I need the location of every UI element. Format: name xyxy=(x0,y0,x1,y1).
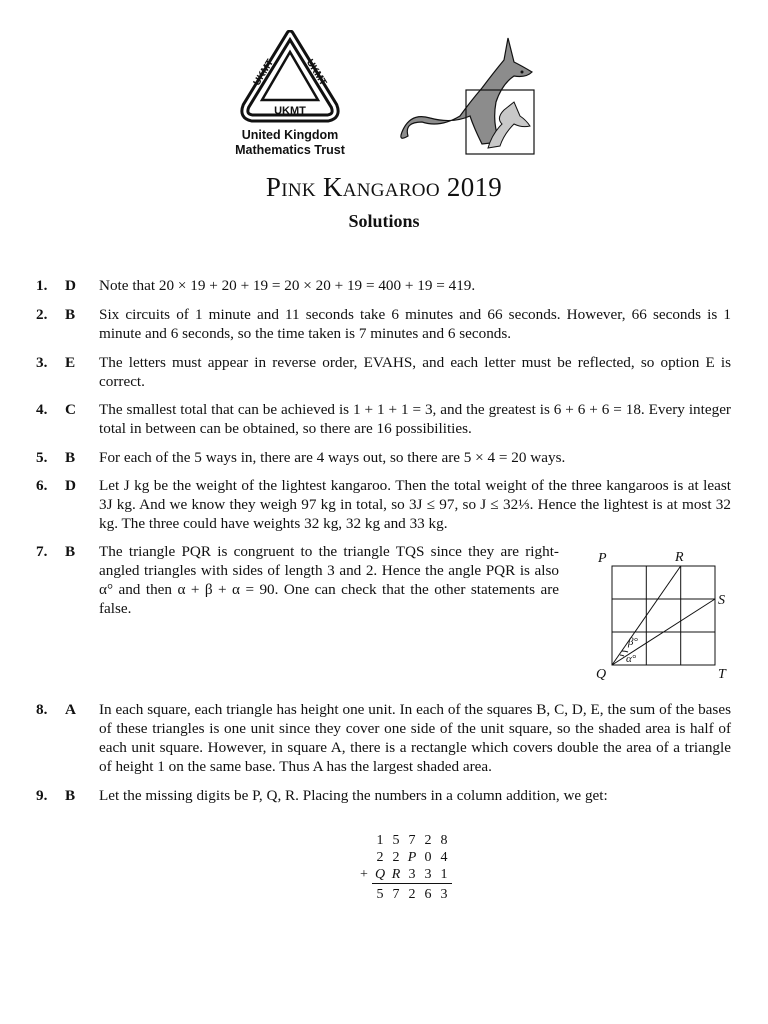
cell: 6 xyxy=(424,887,432,902)
ukmt-logo xyxy=(236,30,344,126)
cell: 7 xyxy=(392,887,400,902)
addition-row-3 xyxy=(356,866,452,884)
question-number: 7. xyxy=(36,543,48,560)
answer-letter: B xyxy=(65,787,76,804)
label-q: Q xyxy=(596,667,607,680)
question-number: 8. xyxy=(36,701,48,718)
cell: 1 xyxy=(376,833,384,848)
cell: 2 xyxy=(408,887,416,902)
label-s: S xyxy=(718,593,725,608)
answer-letter: D xyxy=(65,477,76,494)
solution-text: Note that 20 × 19 + 20 + 19 = 20 × 20 + 19 = 400 + 19 = 419. xyxy=(99,277,476,294)
cell: 2 xyxy=(392,850,400,865)
solution-text: The letters must appear in reverse order, EVAHS, and each letter must be reflected, so option E is correct. xyxy=(99,354,731,390)
answer-letter: B xyxy=(65,449,76,466)
question-number: 4. xyxy=(36,401,48,418)
question-number: 3. xyxy=(36,354,48,371)
cell: Q xyxy=(372,866,388,884)
organisation-name xyxy=(200,128,380,158)
answer-letter: C xyxy=(65,401,76,418)
cell: 2 xyxy=(424,833,432,848)
addition-row-2 xyxy=(356,849,452,866)
question-number: 9. xyxy=(36,787,48,804)
cell xyxy=(356,849,372,866)
cell: 3 xyxy=(440,887,448,902)
cell: 0 xyxy=(424,850,432,865)
triangle-grid-figure xyxy=(590,548,740,680)
cell: R xyxy=(388,866,404,884)
solution-text: Let J kg be the weight of the lightest kangaroo. Then the total weight of the three kangaroos is at least 3J kg. And we know they weigh 97 kg in total, so 3J ≤ 97, so J ≤ 32⅓. Hence the lightest is at most 32 kg. The three could have weights 32 kg, 32 kg and 33 kg. xyxy=(99,477,731,532)
addition-row-1 xyxy=(356,832,452,849)
solution-text: Let the missing digits be P, Q, R. Placing the numbers in a column addition, we get: xyxy=(99,787,608,804)
kangaroo-logo-image xyxy=(396,32,542,158)
answer-letter: B xyxy=(65,306,76,323)
question-number: 2. xyxy=(36,306,48,323)
question-number: 6. xyxy=(36,477,48,494)
label-r: R xyxy=(675,550,684,565)
solution-text: The triangle PQR is congruent to the triangle TQS since they are right-angled triangles with sides of length 3 and 2. Hence the angle PQR is also α° and then α + β + α = 90. One can check that the other statements are false. xyxy=(99,543,559,617)
cell: 7 xyxy=(408,833,416,848)
question-number: 1. xyxy=(36,277,48,294)
cell: 5 xyxy=(376,887,384,902)
solution-text: In each square, each triangle has height one unit. In each of the squares B, C, D, E, the sum of the bases of these triangles is one unit since they cover one side of the unit square, so the shaded area is half of each unit square. However, in square A, there is a rectangle which covers double the area of a triangle of height 1 on the same base. Thus A has the largest shaded area. xyxy=(99,701,731,775)
page-title: Pink Kangaroo 2019 xyxy=(265,172,503,202)
answer-letter: E xyxy=(65,354,76,371)
question-number: 5. xyxy=(36,449,48,466)
page-subtitle: Solutions xyxy=(348,211,420,231)
logo-text-right: UKMT xyxy=(303,57,329,88)
cell: P xyxy=(407,850,417,865)
label-p: P xyxy=(598,551,607,566)
org-line-2: Mathematics Trust xyxy=(235,143,345,157)
logo-text-left: UKMT xyxy=(251,57,277,88)
cell: 3 xyxy=(404,866,420,884)
solution-text: The smallest total that can be achieved is 1 + 1 + 1 = 3, and the greatest is 6 + 6 + 6 = 18. Every integer total in between can be obtained, so there are 16 possibilities. xyxy=(99,401,731,437)
answer-letter: A xyxy=(65,701,76,718)
addition-total xyxy=(356,884,452,904)
answer-letter: D xyxy=(65,277,76,294)
solution-text: Six circuits of 1 minute and 11 seconds take 6 minutes and 66 seconds. However, 66 seconds is 1 minute and 6 seconds, so the time taken is 7 minutes and 6 seconds. xyxy=(99,306,731,342)
org-line-1: United Kingdom xyxy=(241,128,339,142)
logo-text-bottom: UKMT xyxy=(274,105,306,117)
answer-letter: B xyxy=(65,543,76,560)
cell: 1 xyxy=(436,866,452,884)
column-addition xyxy=(356,832,452,903)
cell: 8 xyxy=(440,833,448,848)
cell: 3 xyxy=(420,866,436,884)
cell: 2 xyxy=(376,850,384,865)
label-beta: β° xyxy=(628,636,638,648)
cell xyxy=(356,832,372,849)
cell: 4 xyxy=(440,850,448,865)
solution-text: For each of the 5 ways in, there are 4 ways out, so there are 5 × 4 = 20 ways. xyxy=(99,449,566,466)
cell xyxy=(356,884,372,904)
label-t: T xyxy=(718,667,726,680)
label-alpha: α° xyxy=(626,653,637,665)
plus-sign: + xyxy=(360,867,368,883)
cell: 5 xyxy=(392,833,400,848)
